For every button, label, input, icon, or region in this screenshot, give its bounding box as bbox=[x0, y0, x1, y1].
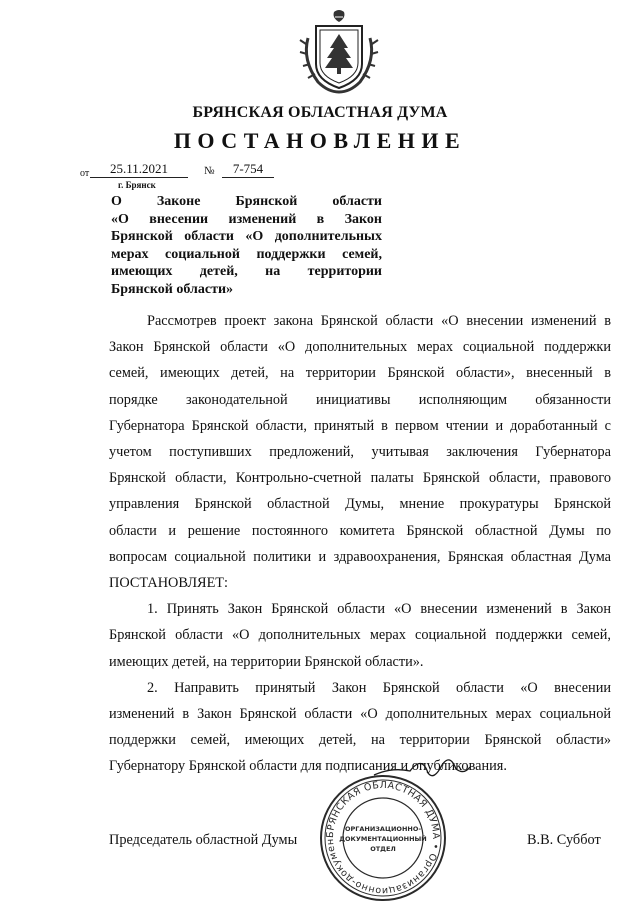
signatory-title: Председатель областной Думы bbox=[109, 832, 298, 848]
document-date: 25.11.2021 bbox=[90, 161, 188, 178]
number-label: № bbox=[204, 165, 215, 177]
body-line: учетом поступивших предложений, учитывая заключения Губернатора bbox=[109, 444, 611, 461]
body-line: 2. Направить принятый Закон Брянской области «О внесении bbox=[147, 679, 611, 696]
body-line: области и решение постоянного комитета Брянской областной Думы по bbox=[109, 522, 611, 539]
body-line: ПОСТАНОВЛЯЕТ: bbox=[109, 575, 229, 592]
city-label: г. Брянск bbox=[118, 180, 156, 190]
stamp-line-2: ДОКУМЕНТАЦИОННЫЙ bbox=[339, 835, 427, 843]
stamp-ring-text: БРЯНСКАЯ ОБЛАСТНАЯ ДУМА • Организационно-докумен bbox=[324, 779, 442, 897]
body-line: семей, имеющих детей, на территории Брянской области», внесенный в bbox=[109, 365, 611, 382]
date-label: от bbox=[80, 168, 90, 179]
body-line: поддержки семей, имеющих детей, на территории Брянской области» bbox=[109, 732, 611, 749]
body-line: Губернатору Брянской области для подписания и опубликования. bbox=[109, 758, 507, 775]
document-type-title: ПОСТАНОВЛЕНИЕ bbox=[173, 128, 467, 153]
body-line: имеющих детей, на территории Брянской области». bbox=[109, 653, 424, 670]
official-stamp bbox=[318, 773, 448, 903]
subject-line: мерах социальной поддержки семей, bbox=[111, 246, 382, 262]
stamp-line-1: ОРГАНИЗАЦИОННО- bbox=[344, 825, 422, 833]
item-2-paragraph bbox=[109, 675, 611, 780]
body-line: изменений в Закон Брянской области «О дополнительных мерах социальной bbox=[109, 706, 611, 723]
body-line: порядке законодательной инициативы исполняющим обязанности bbox=[109, 391, 611, 408]
subject-line: Брянской области «О дополнительных bbox=[111, 229, 382, 245]
organization-name: БРЯНСКАЯ ОБЛАСТНАЯ ДУМА bbox=[192, 104, 448, 121]
body-line: Закон Брянской области «О дополнительных мерах социальной поддержки bbox=[109, 339, 611, 356]
document-body bbox=[109, 308, 611, 780]
preamble-paragraph bbox=[109, 308, 611, 596]
coat-of-arms-icon bbox=[296, 8, 382, 94]
body-line: Брянской области «О дополнительных мерах социальной поддержки семей, bbox=[109, 627, 611, 644]
document-subject bbox=[111, 193, 382, 299]
body-line: 1. Принять Закон Брянской области «О внесении изменений в Закон bbox=[147, 601, 611, 618]
body-line: Брянской области, Контрольно-счетной палаты Брянской области, правового bbox=[109, 470, 611, 487]
body-line: управления Брянской областной Думы, мнение прокуратуры Брянской bbox=[109, 496, 611, 513]
document-number: 7-754 bbox=[222, 161, 274, 178]
subject-line: О Законе Брянской области bbox=[111, 194, 382, 209]
body-line: вопросам социальной политики и здравоохранения, Брянская областная Дума bbox=[109, 548, 611, 565]
subject-line: «О внесении изменений в Закон bbox=[111, 211, 382, 227]
body-line: Губернатора Брянской области, принятый в первом чтении и доработанный с bbox=[109, 417, 611, 434]
signatory-name: В.В. Суббот bbox=[527, 832, 601, 848]
subject-line: Брянской области» bbox=[111, 281, 234, 297]
subject-line: имеющих детей, на территории bbox=[111, 264, 382, 280]
item-1-paragraph bbox=[109, 596, 611, 675]
body-line: Рассмотрев проект закона Брянской области «О внесении изменений в bbox=[147, 313, 611, 329]
stamp-line-3: ОТДЕЛ bbox=[370, 845, 396, 853]
